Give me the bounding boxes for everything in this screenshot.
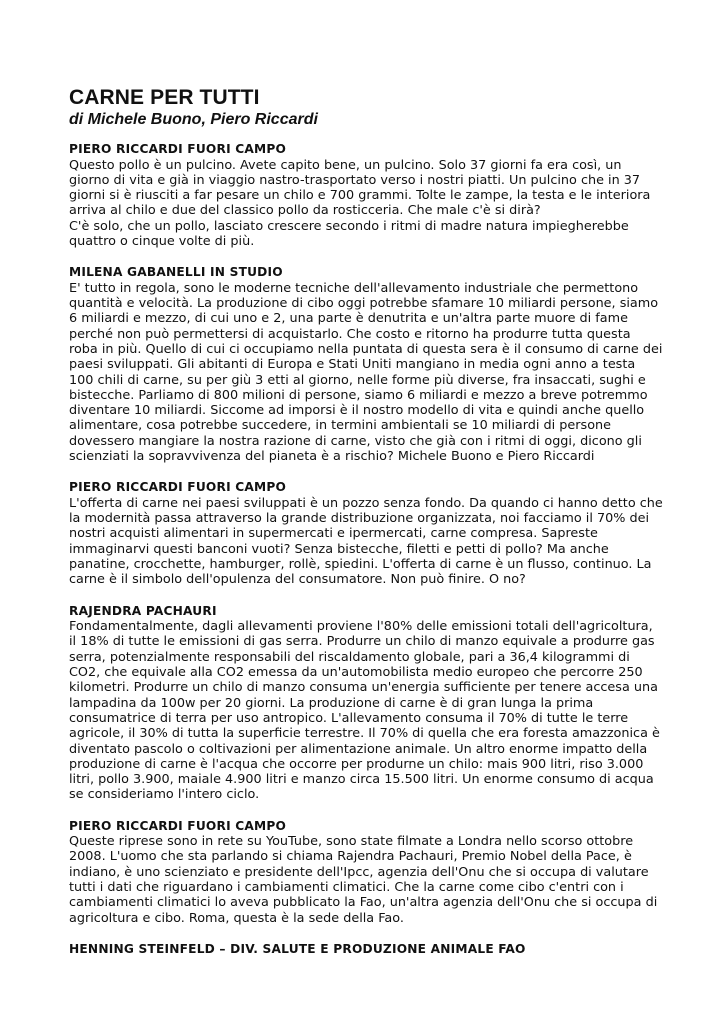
paragraph: Queste riprese sono in rete su YouTube, sono state filmate a Londra nello scorso ottobre 2008. L'uomo che sta parlando si chiama Rajendra Pachauri, Premio Nobel della Pace, è indiano, è uno scienziato e presidente dell'Ipcc, agenzia dell'Onu che si occupa di valutare tutti i dati che riguardano i cambiamenti climatici. Che la carne come cibo c'entri con i cambiamenti climatici lo aveva pubblicato la Fao, un'altra agenzia dell'Onu che si occupa di agricoltura e cibo. Roma, questa è la sede della Fao. bbox=[69, 834, 658, 926]
document-page bbox=[69, 86, 663, 973]
transcript-section bbox=[69, 265, 663, 464]
transcript-section bbox=[69, 942, 663, 958]
paragraph: L'offerta di carne nei paesi sviluppati è un pozzo senza fondo. Da quando ci hanno detto che la modernità passa attraverso la grande distribuzione organizzata, noi facciamo il 70% dei nostri acquisti alimentari in supermercati e ipermercati, carne compresa. Sapreste immaginarvi questi banconi vuoti? Senza bistecche, filetti e petti di pollo? Ma anche panatine, crocchette, hamburger, rollè, spiedini. L'offerta di carne è un flusso, continuo. La carne è il simbolo dell'opulenza del consumatore. Non può finire. O no? bbox=[69, 495, 663, 588]
speaker-heading: PIERO RICCARDI FUORI CAMPO bbox=[69, 818, 287, 833]
transcript-section bbox=[69, 604, 663, 803]
document-authors: di Michele Buono, Piero Riccardi bbox=[69, 111, 318, 128]
document-title: CARNE PER TUTTI bbox=[69, 86, 260, 109]
paragraph: Questo pollo è un pulcino. Avete capito bene, un pulcino. Solo 37 giorni fa era così, un giorno di vita e già in viaggio nastro-trasportato verso i nostri piatti. Un pulcino che in 37 giorni si è riusciti a far pesare un chilo e 700 grammi. Tolte le zampe, la testa e le interiora arriva al chilo e due del classico pollo da rosticceria. Che male c'è si dirà? bbox=[69, 157, 651, 219]
transcript-section bbox=[69, 480, 663, 587]
paragraph: Fondamentalmente, dagli allevamenti proviene l'80% delle emissioni totali dell'agricoltura, il 18% di tutte le emissioni di gas serra. Produrre un chilo di manzo equivale a produrre gas serra, potenzialmente responsabili del riscaldamento globale, pari a 36,4 kilogrammi di CO2, che equivale alla CO2 emessa da un'automobilista medio europeo che percorre 250 kilometri. Produrre un chilo di manzo consuma un'energia sufficiente per tenere accesa una lampadina da 100w per 20 giorni. La produzione di carne è di gran lunga la prima consumatrice di terra per uso antropico. L'allevamento consuma il 70% di tutte le terre agricole, il 30% di tutta la superficie terrestre. Il 70% di quella che era foresta amazzonica è diventato pascolo o coltivazioni per alimentazione animale. Un altro enorme impatto della produzione di carne è l'acqua che occorre per produrne un chilo: mais 900 litri, riso 3.000 litri, pollo 3.900, maiale 4.900 litri e manzo circa 15.500 litri. Un enorme consumo di acqua se consideriamo l'intero ciclo. bbox=[69, 619, 660, 803]
paragraph: E' tutto in regola, sono le moderne tecniche dell'allevamento industriale che permettono quantità e velocità. La produzione di cibo oggi potrebbe sfamare 10 miliardi persone, siamo 6 miliardi e mezzo, di cui uno e 2, una parte è denutrita e un'altra parte muore di fame perché non può permettersi di acquistarlo. Che costo e ritorno ha produrre tutta questa roba in più. Quello di cui ci occupiamo nella puntata di questa sera è il consumo di carne dei paesi sviluppati. Gli abitanti di Europa e Stati Uniti mangiano in media ogni anno a testa 100 chili di carne, su per giù 3 etti al giorno, nelle forme più diverse, fra insaccati, sughi e bistecche. Parliamo di 800 milioni di persone, siamo 6 miliardi e mezzo a breve potremmo diventare 10 miliardi. Siccome ad imporsi è il nostro modello di vita e quindi anche quello alimentare, cosa potrebbe succedere, in termini ambientali se 10 miliardi di persone dovessero mangiare la nostra razione di carne, visto che già con i ritmi di oggi, dicono gli scienziati la sopravvivenza del pianeta è a rischio? Michele Buono e Piero Riccardi bbox=[69, 280, 663, 465]
speaker-heading: HENNING STEINFELD – DIV. SALUTE E PRODUZIONE ANIMALE FAO bbox=[69, 941, 526, 956]
transcript-section bbox=[69, 819, 663, 926]
speaker-heading: PIERO RICCARDI FUORI CAMPO bbox=[69, 480, 287, 495]
transcript-section bbox=[69, 142, 663, 249]
paragraph: C'è solo, che un pollo, lasciato crescere secondo i ritmi di madre natura impiegherebbe quattro o cinque volte di più. bbox=[69, 218, 629, 249]
speaker-heading: PIERO RICCARDI FUORI CAMPO bbox=[69, 142, 287, 156]
speaker-heading: RAJENDRA PACHAURI bbox=[69, 603, 217, 618]
speaker-heading: MILENA GABANELLI IN STUDIO bbox=[69, 265, 283, 280]
